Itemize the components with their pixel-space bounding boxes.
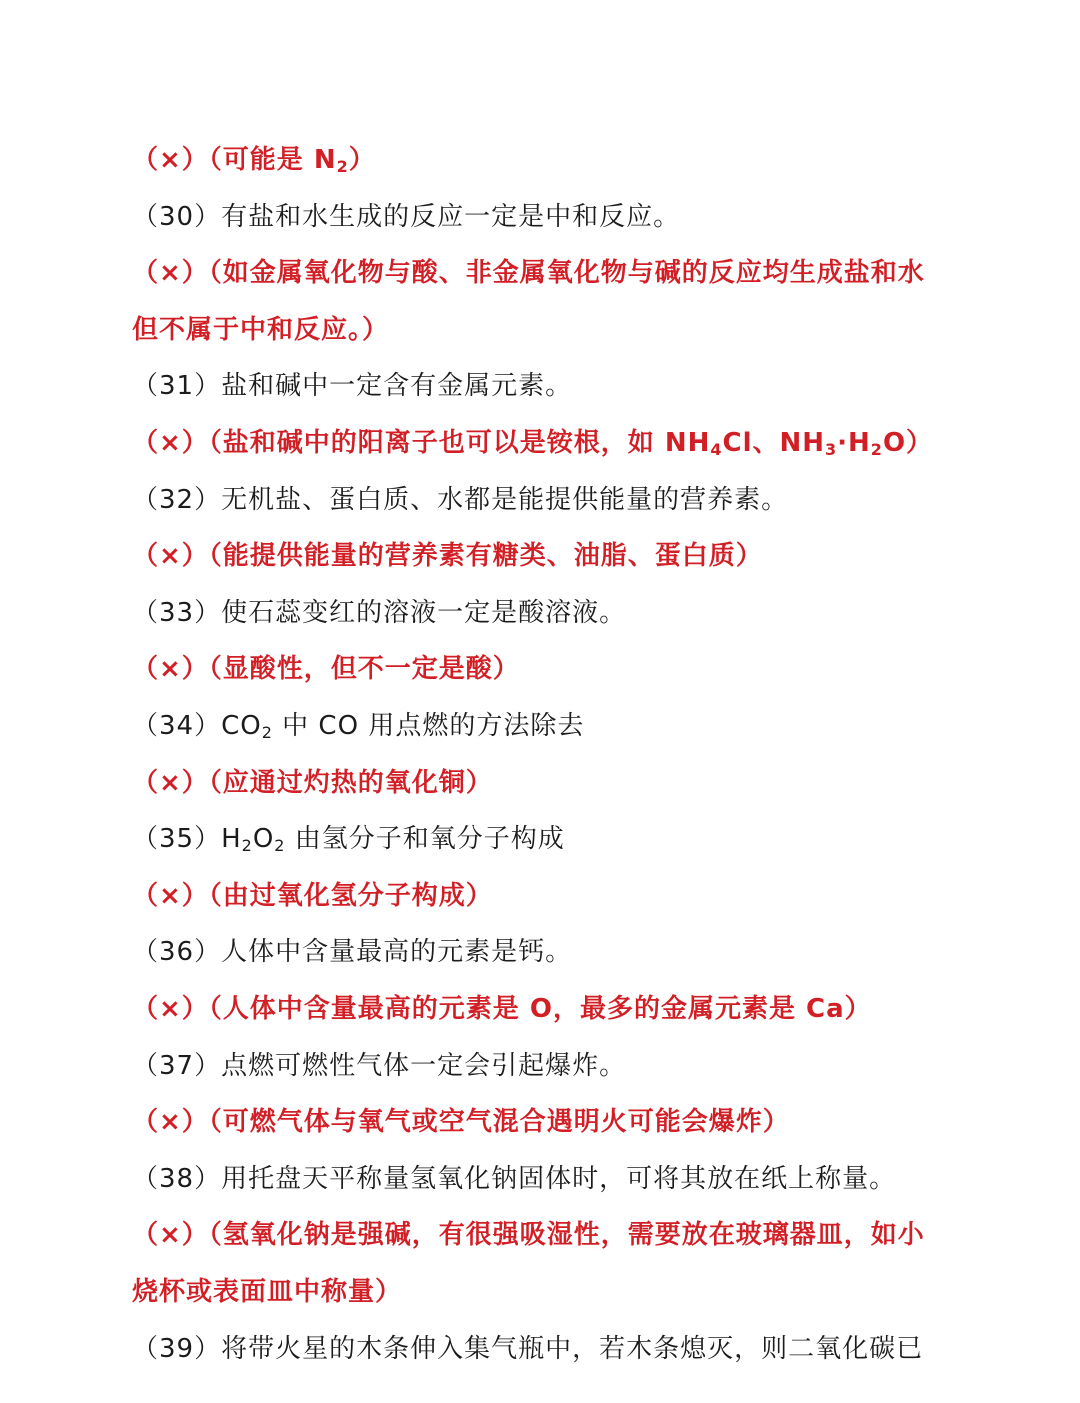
- question-line: [132, 596, 962, 630]
- answer-line: [132, 1275, 962, 1309]
- question-line: [132, 369, 962, 403]
- text-segment: （×）（氢氧化钠是强碱，有很强吸湿性，需要放在玻璃器皿，如小: [132, 1220, 925, 1250]
- text-segment: O: [252, 824, 275, 854]
- text-segment: （31）盐和碱中一定含有金属元素。: [132, 371, 573, 401]
- text-segment: （×）（由过氧化氢分子构成）: [132, 881, 493, 911]
- answer-line: [132, 426, 962, 460]
- text-segment: （36）人体中含量最高的元素是钙。: [132, 937, 573, 967]
- answer-line: [132, 143, 962, 177]
- answer-line: [132, 879, 962, 913]
- text-segment: （30）有盐和水生成的反应一定是中和反应。: [132, 202, 681, 232]
- answer-line: [132, 313, 962, 347]
- text-segment: 中 CO 用点燃的方法除去: [272, 711, 585, 741]
- question-line: [132, 200, 962, 234]
- text-segment: （35）H: [132, 824, 242, 854]
- text-segment: （×）（能提供能量的营养素有糖类、油脂、蛋白质）: [132, 541, 763, 571]
- answer-line: [132, 1105, 962, 1139]
- text-segment: （×）（盐和碱中的阳离子也可以是铵根，如 NH: [132, 428, 711, 458]
- text-segment: 但不属于中和反应。）: [132, 315, 390, 345]
- question-line: [132, 483, 962, 517]
- answer-line: [132, 766, 962, 800]
- answer-line: [132, 992, 962, 1026]
- subscript: 2: [241, 836, 253, 855]
- text-segment: 烧杯或表面皿中称量）: [132, 1277, 403, 1307]
- question-line: [132, 709, 962, 743]
- text-segment: （×）（可燃气体与氧气或空气混合遇明火可能会爆炸）: [132, 1107, 790, 1137]
- answer-line: [132, 256, 962, 290]
- subscript: 2: [870, 440, 883, 459]
- text-segment: 由氢分子和氧分子构成: [285, 824, 565, 854]
- subscript: 2: [261, 723, 273, 742]
- answer-line: [132, 539, 962, 573]
- question-line: [132, 822, 962, 856]
- question-line: [132, 1162, 962, 1196]
- text-segment: （32）无机盐、蛋白质、水都是能提供能量的营养素。: [132, 485, 789, 515]
- question-line: [132, 1332, 962, 1366]
- text-segment: Cl、NH: [722, 428, 826, 458]
- text-segment: （39）将带火星的木条伸入集气瓶中，若木条熄灭，则二氧化碳已: [132, 1334, 924, 1364]
- text-segment: （34）CO: [132, 711, 262, 741]
- answer-line: [132, 652, 962, 686]
- text-segment: （×）（可能是 N: [132, 145, 337, 175]
- question-line: [132, 1049, 962, 1083]
- text-segment: （×）（应通过灼热的氧化铜）: [132, 768, 493, 798]
- subscript: 2: [336, 157, 349, 176]
- subscript: 3: [825, 440, 838, 459]
- answer-line: [132, 1218, 962, 1252]
- text-segment: O）: [882, 428, 934, 458]
- question-line: [132, 935, 962, 969]
- text-segment: （×）（显酸性，但不一定是酸）: [132, 654, 520, 684]
- text-segment: ）: [348, 145, 376, 175]
- subscript: 2: [274, 836, 286, 855]
- text-segment: （33）使石蕊变红的溶液一定是酸溶液。: [132, 598, 627, 628]
- text-segment: （×）（人体中含量最高的元素是 O，最多的金属元素是 Ca）: [132, 994, 872, 1024]
- text-segment: （37）点燃可燃性气体一定会引起爆炸。: [132, 1051, 627, 1081]
- subscript: 4: [710, 440, 723, 459]
- text-segment: ·H: [837, 428, 871, 458]
- text-segment: （38）用托盘天平称量氢氧化钠固体时，可将其放在纸上称量。: [132, 1164, 897, 1194]
- text-segment: （×）（如金属氧化物与酸、非金属氧化物与碱的反应均生成盐和水: [132, 258, 925, 288]
